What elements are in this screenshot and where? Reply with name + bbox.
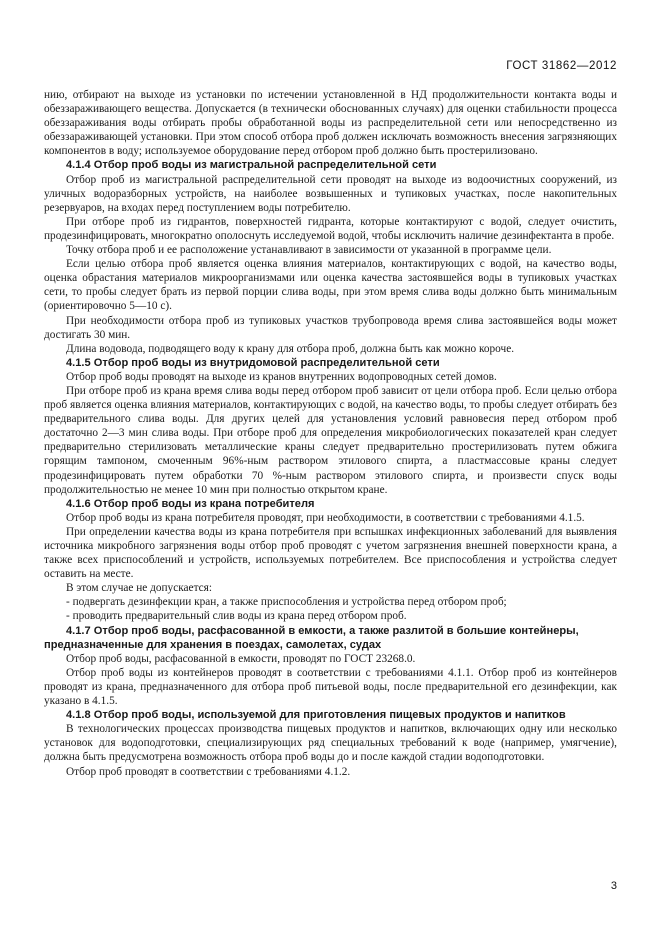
document-body [44, 88, 617, 779]
paragraph: При необходимости отбора проб из тупиковых участков трубопровода время слива застоявшейся воды может достигать 30 мин. [44, 314, 617, 341]
paragraph: Отбор проб воды из крана потребителя проводят, при необходимости, в соответствии с требованиями 4.1.5. [66, 511, 585, 524]
paragraph: В этом случае не допускается: [66, 582, 212, 595]
page-number: 3 [610, 880, 617, 892]
list-item: - подвергать дезинфекции кран, а также приспособления и устройства перед отбором проб; [66, 596, 507, 609]
paragraph: Отбор проб из магистральной распределительной сети проводят на выходе из водоочистных сооружений, из уличных водоразборных устройств, на наиболее возвышенных и тупиковых участках, после накопительных резервуаров, на входах перед поступлением воды потребителю. [44, 173, 617, 214]
paragraph: В технологических процессах производства пищевых продуктов и напитков, включающих одну или несколько установок для водоподготовки, специализирующих ряд специальных требований к воде (например, умягчение), должна быть предусмотрена возможность отбора проб воды до и после каждой стадии водоподготовки. [44, 723, 617, 764]
paragraph: Отбор проб воды проводят на выходе из кранов внутренних водопроводных сетей домов. [66, 370, 497, 383]
clause-heading: 4.1.5 Отбор проб воды из внутридомовой распределительной сети [66, 356, 440, 369]
paragraph: При определении качества воды из крана потребителя при вспышках инфекционных заболеваний для выявления источника микробного загрязнения воды отбор проб проводят с учетом загрязнения внешней поверхности крана, а также всех приспособлений и устройств, используемых потребителем. Все приспособления и устройства следует оставить на месте. [44, 525, 617, 581]
paragraph: нию, отбирают на выходе из установки по истечении установленной в НД продолжительности контакта воды и обеззараживающего вещества. Допускается (в технически обоснованных случаях) для оценки стабильности процесса обеззараживания воды отбирать пробы обработанной воды из распределительной сети или непосредственно из обеззараживающей установки. При этом способ отбора проб должен исключать возможность внесения загрязняющих компонентов в воду; используемое оборудование перед отбором проб должно быть простерилизовано. [44, 89, 617, 158]
paragraph: Отбор проб проводят в соответствии с требованиями 4.1.2. [66, 765, 351, 778]
standard-designation: ГОСТ 31862—2012 [506, 60, 617, 72]
paragraph: При отборе проб из крана время слива воды перед отбором проб зависит от цели отбора проб. Если целью отбора проб является оценка влияния материалов, контактирующих с водой, на качество воды, то пробы следует отбирать без предварительного слива воды. Для других целей для установления условий равновесия перед отбором проб достаточно 2—3 мин слива воды. При отборе проб для определения микробиологических показателей кран следует предварительно стерилизовать металлические краны следует предварительно простерилизовать путем обжига горящим тампоном, смоченным 96%-ным раствором этилового спирта, а пластмассовые краны следует продезинфицировать путем обработки 70 %-ным раствором этилового спирта, и произвести спуск воды продолжительностью не менее 10 мин при полностью открытом кране. [44, 384, 617, 496]
paragraph: Отбор проб воды, расфасованной в емкости, проводят по ГОСТ 23268.0. [66, 652, 416, 665]
paragraph: Если целью отбора проб является оценка влияния материалов, контактирующих с водой, на качество воды, оценка обрастания материалов микроорганизмами или оценка качества застоявшейся воды в тупиковых участках сети, то пробы следует брать из первой порции слива воды, при этом время слива воды должно быть минимальным (ориентировочно 5—10 с). [44, 258, 617, 313]
list-item: - проводить предварительный слив воды из крана перед отбором проб. [66, 610, 407, 623]
clause-heading: 4.1.6 Отбор проб воды из крана потребителя [66, 497, 315, 510]
paragraph: Точку отбора проб и ее расположение устанавливают в зависимости от указанной в программе цели. [66, 244, 552, 257]
paragraph: При отборе проб из гидрантов, поверхностей гидранта, которые контактируют с водой, следует очистить, продезинфицировать, многократно ополоснуть исследуемой водой, чтобы исключить наличие дезинфектанта в пробе. [44, 215, 617, 242]
clause-heading: 4.1.4 Отбор проб воды из магистральной распределительной сети [66, 159, 437, 172]
paragraph: Длина водовода, подводящего воду к крану для отбора проб, должна быть как можно короче. [66, 342, 515, 355]
clause-heading: 4.1.8 Отбор проб воды, используемой для приготовления пищевых продуктов и напитков [66, 709, 566, 722]
page-header [44, 60, 617, 74]
clause-heading: 4.1.7 Отбор проб воды, расфасованной в емкости, а также разлитой в большие контейнеры, предназначенные для хранения в поездах, самолетах, судах [44, 624, 579, 651]
paragraph: Отбор проб воды из контейнеров проводят в соответствии с требованиями 4.1.1. Отбор проб из контейнеров проводят из крана, предназначенного для отбора проб питьевой воды, после предварительной его дезинфекции, как указано в 4.1.5. [44, 666, 617, 708]
